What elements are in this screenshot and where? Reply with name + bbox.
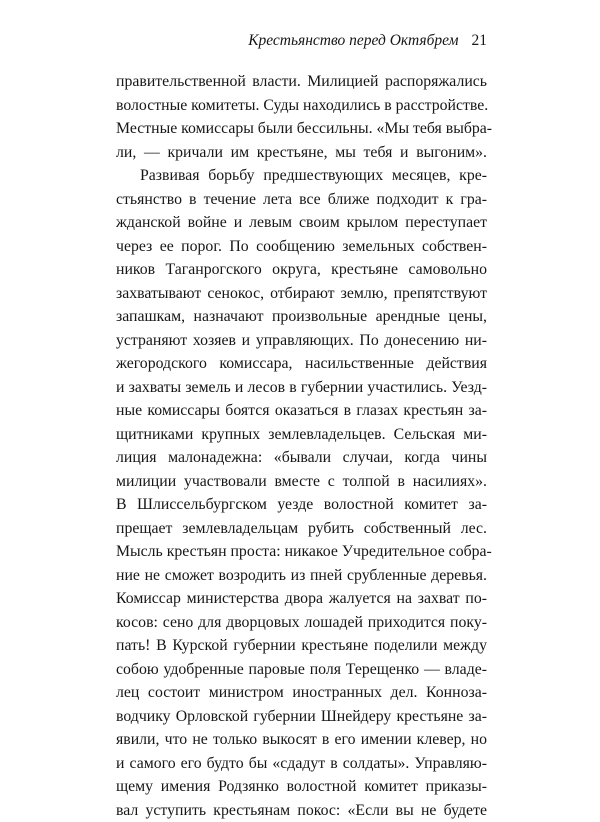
text-line: запашкам, назначают произвольные арендные цены,	[116, 305, 487, 329]
body-text	[116, 70, 487, 822]
running-title: Крестьянство перед Октябрем	[248, 32, 458, 49]
text-line: косов: сено для дворцовых лошадей приходится поку-	[116, 611, 487, 635]
text-line: щему имения Родзянко волостной комитет приказы-	[116, 775, 487, 799]
text-line: устраняют хозяев и управляющих. По донесению ни-	[116, 329, 487, 353]
text-line: явили, что не только выкосят в его имении клевер, но	[116, 728, 487, 752]
text-line: лец состоит министром иностранных дел. Коннозa-	[116, 681, 487, 705]
text-line: пать! В Курской губернии крестьяне поделили между	[116, 634, 487, 658]
text-line: милиции участвовали вместе с толпой в насилиях».	[116, 470, 487, 494]
text-line: жданской войне и левым своим крылом переступает	[116, 211, 487, 235]
text-line: волостные комитеты. Суды находились в расстройстве.	[116, 94, 487, 118]
text-line: прещает землевладельцам рубить собственный лес.	[116, 517, 487, 541]
running-header	[116, 30, 487, 52]
text-line: и захваты земель и лесов в губернии участились. Уезд-	[116, 376, 487, 400]
text-line: водчику Орловской губернии Шнейдеру крестьяне за-	[116, 705, 487, 729]
text-line: Мысль крестьян проста: никакое Учредительное собра-	[116, 540, 487, 564]
text-line: В Шлиссельбургском уезде волостной комитет за-	[116, 493, 487, 517]
text-line: ников Таганрогского округа, крестьяне самовольно	[116, 258, 487, 282]
text-line: через ее порог. По сообщению земельных собствен-	[116, 235, 487, 259]
text-line: жегородского комиссара, насильственные действия	[116, 352, 487, 376]
paragraph-first-line: Развивая борьбу предшествующих месяцев, кре-	[116, 164, 487, 188]
text-line: лиция малонадежна: «бывали случаи, когда чины	[116, 446, 487, 470]
text-line: вал уступить крестьянам покос: «Если вы не будете	[116, 799, 487, 822]
text-line: Комиссар министерства двора жалуется на захват по-	[116, 587, 487, 611]
text-line: ние не сможет возродить из пней срубленные деревья.	[116, 564, 487, 588]
text-line: захватывают сенокос, отбирают землю, препятствуют	[116, 282, 487, 306]
text-line: ли, — кричали им крестьяне, мы тебя и выгоним».	[116, 141, 487, 165]
text-line: Местные комиссары были бессильны. «Мы тебя выбра-	[116, 117, 487, 141]
text-line: ные комиссары боятся оказаться в глазах крестьян за-	[116, 399, 487, 423]
text-line: правительственной власти. Милицией распоряжались	[116, 70, 487, 94]
page-number: 21	[472, 32, 488, 49]
text-line: и самого его будто бы «сдадут в солдаты». Управляю-	[116, 752, 487, 776]
text-line: стьянство в течение лета все ближе подходит к гра-	[116, 188, 487, 212]
text-line: щитниками крупных землевладельцев. Сельская ми-	[116, 423, 487, 447]
text-line: собою удобренные паровые поля Терещенко — владе-	[116, 658, 487, 682]
